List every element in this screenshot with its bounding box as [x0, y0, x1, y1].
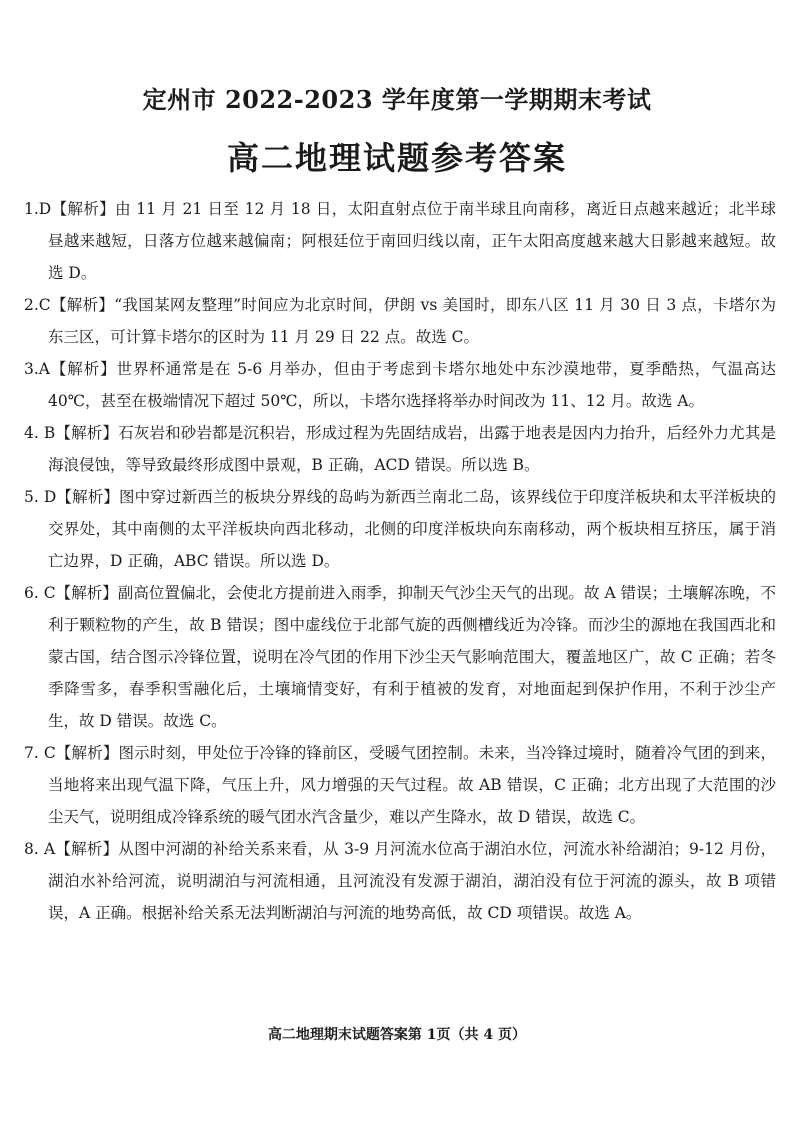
answer-item-7: 7. C【解析】图示时刻，甲处位于冷锋的锋前区，受暖气团控制。未来，当冷锋过境时，随着冷气团的到来，当地将来出现气温下降，气压上升，风力增强的天气过程。故 AB 错误，C 正确；北方出现了大范围的沙尘天气，说明组成冷锋系统的暖气团水汽含量少，难以产生降水，故 D 错误，故选 C。: [24, 744, 776, 826]
answer-item-8: 8. A【解析】从图中河湖的补给关系来看，从 3-9 月河流水位高于湖泊水位，河流水补给湖泊；9-12 月份，湖泊水补给河流，说明湖泊与河流相通，且河流没有发源于湖泊，湖泊没有位于河流的源头，故 B 项错误，A 正确。根据补给关系无法判断湖泊与河流的地势高低，故 CD 项错误。故选 A。: [24, 840, 776, 922]
answer-item-4: 4. B【解析】石灰岩和砂岩都是沉积岩，形成过程为先固结成岩，出露于地表是因内力抬升，后经外力尤其是海浪侵蚀，等导致最终形成图中景观，B 正确，ACD 错误。所以选 B。: [24, 424, 776, 474]
answer-list: [24, 193, 776, 929]
answer-key-title: 高二地理试题参考答案: [226, 139, 567, 177]
answer-item-1: 1.D【解析】由 11 月 21 日至 12 月 18 日，太阳直射点位于南半球且向南移，离近日点越来越近；北半球 昼越来越短，日落方位越来越偏南；阿根廷位于南回归线以南，正午太阳高度越来越大日影越来越短。故 选 D。: [24, 200, 776, 282]
answer-item-2: 2.C【解析】“我国某网友整理”时间应为北京时间，伊朗 vs 美国时，即东八区 11 月 30 日 3 点，卡塔尔为东三区，可计算卡塔尔的区时为 11 月 29 日 22 点。故选 C。: [24, 296, 776, 346]
exam-title: 定州市 2022-2023 学年度第一学期期末考试: [142, 85, 652, 114]
answer-item-3: 3.A【解析】世界杯通常是在 5-6 月举办，但由于考虑到卡塔尔地处中东沙漠地带，夏季酷热，气温高达 40℃，甚至在极端情况下超过 50℃，所以，卡塔尔选择将举办时间改为 11、12 月。故选 A。: [24, 360, 776, 410]
answer-item-5: 5. D【解析】图中穿过新西兰的板块分界线的岛屿为新西兰南北二岛，该界线位于印度洋板块和太平洋板块的交界处，其中南侧的太平洋板块向西北移动，北侧的印度洋板块向东南移动，两个板块相互挤压，属于消亡边界，D 正确，ABC 错误。所以选 D。: [24, 488, 776, 570]
page-footer: 高二地理期末试题答案第 1页（共 4 页）: [267, 1027, 527, 1043]
answer-item-6: 6. C【解析】副高位置偏北，会使北方提前进入雨季，抑制天气沙尘天气的出现。故 A 错误；土壤解冻晚，不利于颗粒物的产生，故 B 错误；图中虚线位于北部气旋的西侧槽线近为冷锋。而沙尘的源地在我国西北和蒙古国，结合图示冷锋位置，说明在冷气团的作用下沙尘天气影响范围大，覆盖地区广，故 C 正确；若冬季降雪多，春季积雪融化后，土壤墒情变好，有利于植被的发育，对地面起到保护作用，不利于沙尘产生，故 D 错误。故选 C。: [24, 584, 776, 730]
